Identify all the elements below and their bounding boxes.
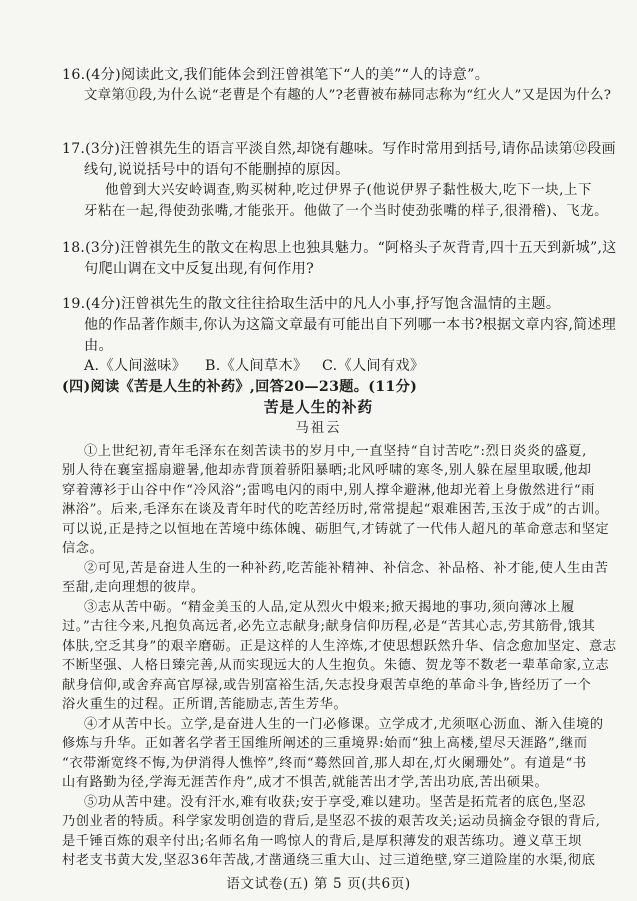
article-line: 穿着薄衫于山谷中作“冷风浴”;雷鸣电闪的雨中,别人撑伞避淋,他却光着上身傲然进行“雨: [62, 482, 595, 498]
article-line: 乃创业者的特质。科学家发明创造的背后,是坚忍不拔的艰苦攻关;运动员摘金夺银的背后,: [62, 814, 601, 830]
q19-line1: 19.(4分)汪曾祺先生的散文往往拾取生活中的凡人小事,抒写饱含温情的主题。: [62, 296, 561, 312]
article-line: 别人待在襄室摇扇避暑,他却赤背顶着骄阳暴晒;北风呼啸的寒冬,别人躲在屋里取暖,他却: [62, 463, 592, 479]
section-header: (四)阅读《苦是人生的补药》,回答20—23题。(11分): [62, 379, 418, 395]
article-line: “衣带渐宽终不悔,为伊消得人憔悴”,终而“蓦然回首,那人却在,灯火阑珊处”。有道是“书: [62, 755, 587, 771]
q17-quote-line2: 牙粘在一起,得使劲张嘴,才能张开。他做了一个当时使劲张嘴的样子,很滑稽)、飞龙。: [84, 204, 609, 219]
q19-option-c: C.《人间有戏》: [322, 358, 425, 374]
article-line: 修炼与升华。正如著名学者王国维所阐述的三重境界:始而“独上高楼,望尽天涯路”,继而: [62, 736, 588, 752]
article-line: 村老支书黄大发,坚忍36年苦战,才凿通绕三重大山、过三道绝壁,穿三道险崖的水渠,彻底: [62, 853, 596, 868]
article-line: ②可见,苦是奋进人生的一种补药,吃苦能补精神、补信念、补品格、补才能,使人生由苦: [84, 560, 609, 576]
q17-quote-line1: 他曾到大兴安岭调查,购买树种,吃过伊界子(他说伊界子黏性极大,吃下一块,上下: [105, 183, 592, 198]
q16-line1: 16.(4分)阅读此文,我们能体会到汪曾祺笔下“人的美”“人的诗意”。: [62, 67, 490, 83]
article-line: 是千锤百炼的艰辛付出;名师名角一鸣惊人的背后,是厚积薄发的艰苦练功。遵义草王坝: [62, 833, 582, 849]
q17-line2: 线句,说说括号中的语句不能删掉的原因。: [84, 162, 350, 178]
article-line: ③志从苦中砺。“精金美玉的人品,定从烈火中煅来;掀天揭地的事功,须向薄冰上履: [84, 599, 575, 615]
article-line: ⑤功从苦中建。没有汗水,难有收获;安于享受,难以建功。坚苦是拓荒者的底色,坚忍: [84, 794, 586, 810]
article-line: 淋浴”。后来,毛泽东在谈及青年时代的吃苦经历时,常常提起“艰难困苦,玉汝于成”的古训。: [62, 502, 609, 518]
q19-line3: 由。: [84, 338, 113, 354]
article-line: 不断坚强、人格日臻完善,从而实现远大的人生抱负。朱德、贺龙等不数老一辈革命家,立志: [62, 658, 610, 674]
article-line: 浴火重生的过程。正所谓,苦能励志,苦生芳华。: [62, 697, 348, 713]
q19-option-b: B.《人间草木》: [205, 358, 308, 374]
q19-line2: 他的作品著作颇丰,你认为这篇文章最有可能出自下列哪一本书?根据文章内容,简述理: [84, 317, 617, 333]
article-line: 信念。: [62, 541, 104, 557]
q18-line2: 句爬山调在文中反复出现,有何作用?: [84, 261, 315, 277]
article-line: 山有路勤为径,学海无涯苦作舟”,成才不惧苦,就能苦出才学,苦出功底,苦出硕果。: [62, 775, 549, 791]
page-footer: 语文试卷(五) 第 5 页(共6页): [0, 874, 637, 894]
q19-option-a: A.《人间滋味》: [84, 358, 187, 374]
article-line: 可以说,正是持之以恒地在苦境中练体魄、砺胆气,才铸就了一代伟人超凡的革命意志和坚定: [62, 521, 610, 537]
q16-line2: 文章第⑪段,为什么说“老曹是个有趣的人”?老曹被布赫同志称为“红火人”又是因为什么?: [84, 88, 612, 103]
article-title: 苦是人生的补药: [263, 399, 374, 416]
article-line: 过。”古往今来,凡抱负高远者,必先立志献身;献身信仰历程,必是“苦其心志,劳其筋骨,饿其: [62, 619, 596, 635]
article-line: ①上世纪初,青年毛泽东在刻苦读书的岁月中,一直坚持“自讨苦吃”:烈日炎炎的盛夏,: [84, 444, 587, 459]
article-line: 献身信仰,或舍弃高官厚禄,或告别富裕生活,矢志投身艰苦卓绝的革命斗争,皆经历了一个: [62, 677, 592, 693]
article-line: ④才从苦中长。立学,是奋进人生的一门必修课。立学成才,尤须呕心沥血、渐入佳境的: [84, 716, 604, 732]
q18-line1: 18.(3分)汪曾祺先生的散文在构思上也独具魅力。“阿格头子灰背青,四十五天到新城”,这: [62, 240, 617, 256]
article-line: 体肤,空乏其身”的艰辛磨砺。正是这样的人生淬炼,才使思想跃然升华、信念愈加坚定、意志: [62, 638, 617, 654]
q17-line1: 17.(3分)汪曾祺先生的语言平淡自然,却饶有趣味。写作时常用到括号,请你品读第⑫段画: [62, 141, 616, 157]
article-author: 马祖云: [295, 421, 342, 436]
article-line: 至甜,走向理想的彼岸。: [62, 580, 205, 596]
